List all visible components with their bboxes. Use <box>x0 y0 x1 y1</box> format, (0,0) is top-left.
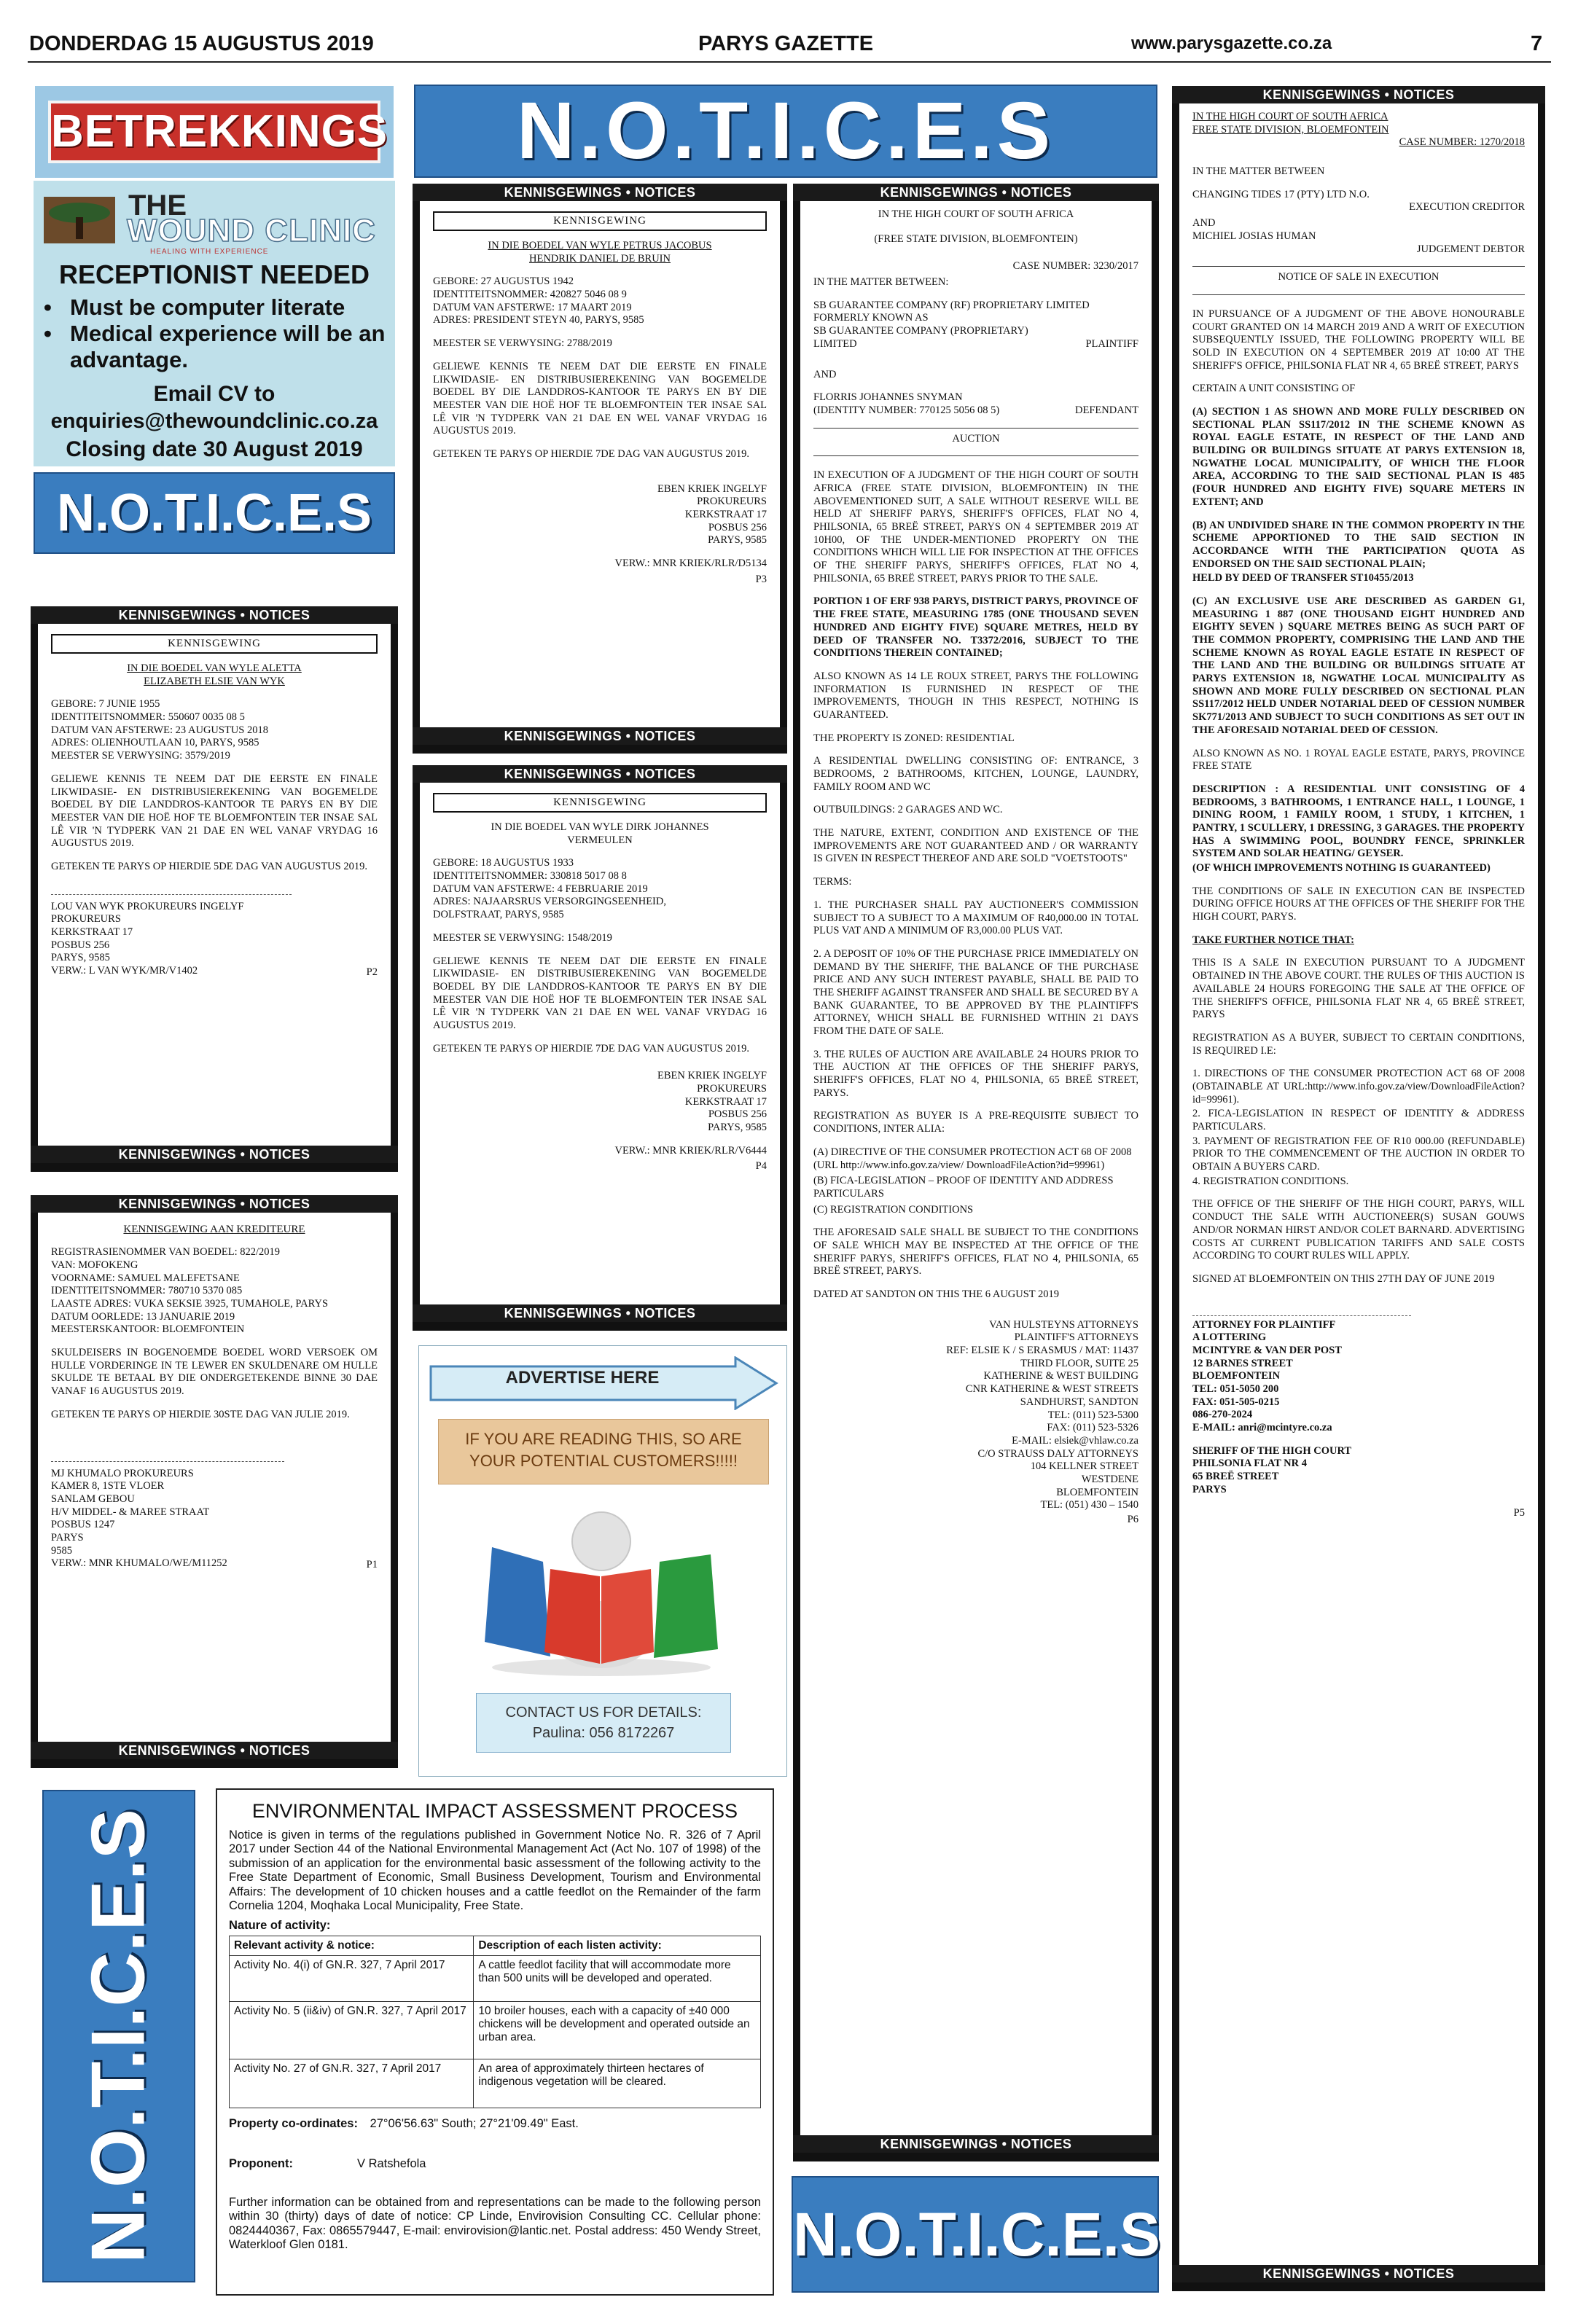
auction-term-3: 3. THE RULES OF AUCTION ARE AVAILABLE 24 HOURS PRIOR TO THE AUCTION AT THE OFFICES OF THE SHERIFF PARYS, SHERIFF'S OFFICES, FLAT NO 4, PHILSONIA, 65 BREË STREET, PARYS. <box>813 1048 1138 1099</box>
header-rule <box>28 61 1551 63</box>
notice-body: GELIEWE KENNIS TE NEEM DAT DIE EERSTE EN FINALE LIKWIDASIE- EN DISTRIBUSIEREKENING VAN BOGEMELDE BOEDEL BY DIE LANDDROS-KANTOOR TE PARYS EN BY DIE MEESTER VAN DIE HOË HOF TE BLOEMFONTEIN TER INSAE SAL LÊ VIR 'N TYDPERK VAN 21 DAE EN WEL VANAF VRYDAG 16 AUGUSTUS 2019. <box>51 772 378 850</box>
betrekkings-banner <box>35 86 394 178</box>
section-label-footer: KENNISGEWINGS • NOTICES <box>413 1304 787 1322</box>
notice-estate-de-bruin <box>413 184 787 754</box>
registration-item-4: 4. REGISTRATION CONDITIONS. <box>1192 1175 1349 1187</box>
auction-voetstoots: THE NATURE, EXTENT, CONDITION AND EXISTENCE OF THE IMPROVEMENTS ARE NOT GUARANTEED AND / OR WARRANTY IS GIVEN IN RESPECT THEREOF AND ARE SOLD "VOETSTOOTS" <box>813 827 1138 865</box>
and-label: AND <box>813 368 837 380</box>
registration-item-b: (B) FICA-LEGISLATION – PROOF OF IDENTITY AND ADDRESS PARTICULARS <box>813 1175 1114 1200</box>
header-website[interactable]: www.parysgazette.co.za <box>1131 34 1332 53</box>
notice-estate-vermeulen <box>413 765 787 1331</box>
clinic-tagline: HEALING WITH EXPERIENCE <box>150 248 269 256</box>
estate-details: GEBORE: 7 JUNIE 1955 IDENTITEITSNOMMER: 550607 0035 08 5 DATUM VAN AFSTERWE: 23 AUGUSTUS 2018 ADRES: OLIENHOUTLAAN 10, PARYS, 9585 MEESTER SE VERWYSING: 3579/2019 <box>51 698 268 762</box>
header-paper-name: PARYS GAZETTE <box>698 32 874 55</box>
sale-heading: NOTICE OF SALE IN EXECUTION <box>1278 271 1440 283</box>
section-label: KENNISGEWINGS • NOTICES <box>31 606 398 624</box>
section-label-footer: KENNISGEWINGS • NOTICES <box>413 727 787 745</box>
sale-section-a: (A) SECTION 1 AS SHOWN AND MORE FULLY DESCRIBED ON SECTIONAL PLAN SS117/2012 IN THE SCHEME KNOWN AS ROYAL EAGLE ESTATE, IN RESPECT OF THE LAND AND BUILDING OR BUILDINGS SITUATE AT PARYS EXTENSION 18, NGWATHE LOCAL MUNICIPALITY, OF WHICH THE FLOOR AREA, ACCORDING TO THE SAID SECTIONAL PLAN IS 485 (FOUR HUNDRED AND EIGHTY FIVE) SQUARE METERS IN EXTENT; AND <box>1192 406 1525 508</box>
clinic-name-wound-clinic: WOUND CLINIC <box>127 213 376 249</box>
receptionist-heading: RECEPTIONIST NEEDED <box>58 259 370 289</box>
registration-item-1: 1. DIRECTIONS OF THE CONSUMER PROTECTION ACT 68 OF 2008 (OBTAINABLE AT URL:http://www.info.gov.za/view/DownloadFileAction?id=99961). <box>1192 1068 1525 1106</box>
registration-item-c: (C) REGISTRATION CONDITIONS <box>813 1203 974 1216</box>
auction-term-1: 1. THE PURCHASER SHALL PAY AUCTIONEER'S COMMISSION SUBJECT TO A SUBJECT TO A MAXIMUM OF R40,000.00 IN TOTAL PLUS VAT AND A MINIMUM OF R3,000.00 PLUS VAT. <box>813 899 1138 937</box>
sale-paragraph-1: IN PURSUANCE OF A JUDGMENT OF THE ABOVE HONOURABLE COURT GRANTED ON 14 MARCH 2019 AND A WRIT OF EXECUTION SUBSEQUENTLY ISSUED, THE FOLLOWING PROPERTY WILL BE SOLD IN EXECUTION ON 4 SEPTEMBER 2019 AT 10:00 AT THE SHERIFF'S OFFICE, PHILSONIA FLAT NR 4, 65 BREË STREET, PARYS <box>1192 308 1525 372</box>
notice-code: P5 <box>1513 1506 1525 1519</box>
estate-details: REGISTRASIENOMMER VAN BOEDEL: 822/2019 VAN: MOFOKENG VOORNAME: SAMUEL MALEFETSANE IDENTITEITSNOMMER: 780710 5370 085 LAASTE ADRES: VUKA SEKSIE 3925, TUMAHOLE, PARYS DATUM OORLEDE: 13 JANUARIE 2019 MEESTERSKANTOOR: BLOEMFONTEIN <box>51 1246 329 1336</box>
signature-line <box>51 1461 284 1462</box>
and-label: AND <box>1192 217 1216 230</box>
auction-term-2: 2. A DEPOSIT OF 10% OF THE PURCHASE PRICE IMMEDIATELY ON DEMAND BY THE SHERIFF, THE BALANCE OF THE PURCHASE PRICE AND ANY SUCH INTEREST PAYABLE, SHALL BE PAID TO THE SHERIFF AGAINST TRANSFER AND SHALL BE SECURED BY A BANK GUARANTEE, TO BE APPROVED BY THE PLAINTIFF'S ATTORNEY, WHICH SHALL BE FURNISHED WITHIN 21 DAYS FROM THE DATE OF SALE. <box>813 947 1138 1037</box>
description-cell: An area of approximately thirteen hectares of indigenous vegetation will be cleared. <box>474 2059 761 2108</box>
auction-heading: AUCTION <box>952 432 1000 445</box>
advertise-heading: ADVERTISE HERE <box>505 1368 660 1388</box>
tree-logo-icon <box>44 197 115 243</box>
eia-notice <box>216 1788 774 2296</box>
notice-code: P3 <box>755 573 767 585</box>
notice-signed: GETEKEN TE PARYS OP HIERDIE 7DE DAG VAN AUGUSTUS 2019. <box>433 447 749 460</box>
notice-estate-van-wyk <box>31 606 398 1172</box>
notice-body: SKULDEISERS IN BOGENOEMDE BOEDEL WORD VERSOEK OM HULLE VORDERINGE IN TE LEWER EN SKULDENARE OM HULLE SKULDE TE BETAAL BY DIE ONDERGETEKENDE BINNE 30 DAE VANAF 16 AUGUSTUS 2019. <box>51 1347 378 1398</box>
section-label: KENNISGEWINGS • NOTICES <box>413 765 787 783</box>
master-reference: MEESTER SE VERWYSING: 1548/2019 <box>433 931 612 944</box>
description-cell: 10 broiler houses, each with a capacity of ±40 000 chickens will be development and operated outside an urban area. <box>474 2001 761 2059</box>
col-header-activity: Relevant activity & notice: <box>230 1936 474 1955</box>
attorney-block: LOU VAN WYK PROKUREURS INGELYF PROKUREURS KERKSTRAAT 17 POSBUS 256 PARYS, 9585 VERW.: L VAN WYK/MR/V1402 <box>51 900 244 977</box>
attorney-block: MJ KHUMALO PROKUREURS KAMER 8, 1STE VLOER SANLAM GEBOU H/V MIDDEL- & MAREE STRAAT POSBUS 1247 PARYS 9585 VERW.: MNR KHUMALO/WE/M11252 <box>51 1467 227 1570</box>
take-further-notice: TAKE FURTHER NOTICE THAT: <box>1192 934 1354 946</box>
section-label-footer: KENNISGEWINGS • NOTICES <box>31 1146 398 1163</box>
job-requirements: • Must be computer literate • Medical experience will be an advantage. <box>44 294 386 372</box>
closing-date: Closing date 30 August 2019 <box>66 437 363 461</box>
auction-outbuildings: OUTBUILDINGS: 2 GARAGES AND WC. <box>813 804 1003 816</box>
section-label: KENNISGEWINGS • NOTICES <box>413 184 787 201</box>
property-coordinates: Property co-ordinates: 27°06'56.63" South; 27°21'09.49" East. <box>229 2116 579 2130</box>
case-number: CASE NUMBER: 1270/2018 <box>1399 136 1525 149</box>
job-ad-wound-clinic[interactable] <box>34 181 395 466</box>
clinic-name-the: THE <box>128 189 187 222</box>
case-number: CASE NUMBER: 3230/2017 <box>1012 260 1138 273</box>
creditor-block: CHANGING TIDES 17 (PTY) LTD N.O. EXECUTION CREDITOR <box>1192 188 1525 214</box>
table-header-row <box>230 1936 761 1955</box>
reader-figure-illustration <box>463 1496 740 1678</box>
registration-item-a: (A) DIRECTIVE OF THE CONSUMER PROTECTION ACT 68 OF 2008 (URL http://www.info.gov.za/view/ DownloadFileAction?id=99961) <box>813 1146 1132 1171</box>
estate-name-line-2: HENDRIK DANIEL DE BRUIN <box>529 252 671 265</box>
auction-property-description: PORTION 1 OF ERF 938 PARYS, DISTRICT PARYS, PROVINCE OF THE FREE STATE, MEASURING 1785 (ONE THOUSAND SEVEN HUNDRED AND EIGHTY FIVE) SQUARE METRES, HELD BY DEED OF TRANSFER NO. T3372/2016, SUBJECT TO THE CONDITIONS THEREIN CONTAINED; <box>813 595 1138 660</box>
matter-between: IN THE MATTER BETWEEN: <box>813 276 949 289</box>
signature-line <box>51 894 292 895</box>
activity-cell: Activity No. 27 of GN.R. 327, 7 April 2017 <box>230 2059 474 2108</box>
section-label-footer: KENNISGEWINGS • NOTICES <box>31 1742 398 1759</box>
sale-also-known-as: ALSO KNOWN AS NO. 1 ROYAL EAGLE ESTATE, PARYS, PROVINCE FREE STATE <box>1192 747 1525 772</box>
master-reference: MEESTER SE VERWYSING: 2788/2019 <box>433 337 612 350</box>
plaintiff-block: SB GUARANTEE COMPANY (RF) PROPRIETARY LIMITED FORMERLY KNOWN AS SB GUARANTEE COMPANY (PROPRIETARY) LIMITED PLAINTIFF <box>813 299 1138 350</box>
registration-item-2: 2. FICA-LEGISLATION IN RESPECT OF IDENTITY & ADDRESS PARTICULARS. <box>1192 1108 1525 1132</box>
notice-signed: GETEKEN TE PARYS OP HIERDIE 7DE DAG VAN AUGUSTUS 2019. <box>433 1042 749 1055</box>
sale-held-by: HELD BY DEED OF TRANSFER ST10455/2013 <box>1192 572 1414 584</box>
notice-signed: GETEKEN TE PARYS OP HIERDIE 30STE DAG VAN JULIE 2019. <box>51 1408 350 1420</box>
auction-zoning: THE PROPERTY IS ZONED: RESIDENTIAL <box>813 732 1015 744</box>
requirement-2: Medical experience will be an advantage. <box>70 321 386 372</box>
header-page-number: 7 <box>1531 32 1543 55</box>
attorney-block: EBEN KRIEK INGELYF PROKUREURS KERKSTRAAT 17 POSBUS 256 PARYS, 9585 <box>657 482 767 547</box>
matter-between: IN THE MATTER BETWEEN <box>1192 165 1325 178</box>
notice-code: P4 <box>755 1160 767 1173</box>
estate-name-line-1: IN DIE BOEDEL VAN WYLE ALETTA <box>127 662 302 674</box>
advertise-here-ad[interactable] <box>418 1345 787 1777</box>
estate-details: GEBORE: 27 AUGUSTUS 1942 IDENTITEITSNOMMER: 420827 5046 08 9 DATUM VAN AFSTERWE: 17 MAART 2019 ADRES: PRESIDENT STEYN 40, PARYS, 9585 <box>433 275 644 326</box>
requirement-1: Must be computer literate <box>70 294 345 320</box>
auction-aforesaid: THE AFORESAID SALE SHALL BE SUBJECT TO THE CONDITIONS OF SALE WHICH MAY BE INSPECTED AT THE OFFICE OF THE SHERIFF PARYS, SHERIFF'S OFFICES, FLAT NO 4, PHILSONIA, 65 BREË STREET, PARYS. <box>813 1226 1138 1278</box>
attorney-block: VAN HULSTEYNS ATTORNEYS PLAINTIFF'S ATTORNEYS REF: ELSIE K / S ERASMUS / MAT: 11437 THIRD FLOOR, SUITE 25 KATHERINE & WEST BUILDING CNR KATHERINE & WEST STREETS SANDHURST, SANDTON TEL: (011) 523-5300 FAX: (011) 523-5326 E-MAIL: elsiek@vhlaw.co.za C/O STRAUSS DALY ATTORNEYS 104 KELLNER STREET WESTDENE BLOEMFONTEIN TEL: (051) 430 – 1540 <box>946 1318 1138 1511</box>
auction-dated: DATED AT SANDTON ON THIS THE 6 AUGUST 2019 <box>813 1288 1060 1300</box>
court-name: IN THE HIGH COURT OF SOUTH AFRICA <box>878 208 1074 220</box>
attorney-block: ATTORNEY FOR PLAINTIFF A LOTTERING MCINTYRE & VAN DER POST 12 BARNES STREET BLOEMFONTEIN TEL: 051-5050 200 FAX: 051-505-0215 086-270-2024 E-MAIL: anri@mcintyre.co.za <box>1192 1318 1342 1434</box>
table-row <box>230 2001 761 2059</box>
estate-name-line-2: ELIZABETH ELSIE VAN WYK <box>144 675 285 687</box>
eia-further-info: Further information can be obtained from and representations can be made to the following person within 30 (thirty) days of date of notice: CP Linde, Envirovision Consulting CC. Cellular phone: 0824440367, Fax: 0865579447, E-mail: envirovision@lantic.net. Postal address: 450 Wendy Street, Waterkloof Glen 0181. <box>229 2195 761 2252</box>
notices-banner-col3: N.O.T.I.C.E.S <box>792 2176 1159 2293</box>
notice-code: P1 <box>366 1559 378 1571</box>
estate-details: GEBORE: 18 AUGUSTUS 1933 IDENTITEITSNOMMER: 330818 5017 08 8 DATUM VAN AFSTERWE: 4 FEBRUARIE 2019 ADRES: NAJAARSRUS VERSORGINGSEENHEID, DOLFSTRAAT, PARYS, 9585 <box>433 857 666 921</box>
estate-name-line-1: IN DIE BOEDEL VAN WYLE DIRK JOHANNES <box>491 821 709 833</box>
table-row <box>230 1955 761 2001</box>
sale-registration: REGISTRATION AS A BUYER, SUBJECT TO CERTAIN CONDITIONS, IS REQUIRED I.E: <box>1192 1031 1525 1057</box>
attorney-reference: VERW.: MNR KRIEK/RLR/V6444 <box>614 1144 767 1157</box>
section-label: KENNISGEWINGS • NOTICES <box>31 1195 398 1213</box>
notice-box-title: KENNISGEWING <box>433 211 767 231</box>
col-header-description: Description of each listen activity: <box>474 1936 761 1955</box>
notices-banner-vertical: N.O.T.I.C.E.S <box>42 1790 195 2282</box>
contact-phone[interactable]: Paulina: 056 8172267 <box>532 1725 675 1741</box>
notice-auction-snyman <box>793 184 1159 2161</box>
notice-title: KENNISGEWING AAN KREDITEURE <box>123 1224 305 1235</box>
sale-description: DESCRIPTION : A RESIDENTIAL UNIT CONSISTING OF 4 BEDROOMS, 3 BATHROOMS, 1 ENTRANCE HALL, 1 LOUNGE, 1 DINING ROOM, 1 FAMILY ROOM, 1 STUDY, 1 KITCHEN, 1 PANTRY, 1 SCULLERY, 1 DRESSING, 3 GARAGES. THE PROPERTY HAS A SWIMMING POOL, BOUNDRY FENCE, SPRINKLER SYSTEM AND SOLAR HEATING/ GEYSER. <box>1192 783 1525 860</box>
contact-label: CONTACT US FOR DETAILS: <box>505 1705 702 1721</box>
sale-not-guaranteed: (OF WHICH IMPROVEMENTS NOTHING IS GUARANTEED) <box>1192 862 1491 874</box>
section-label: KENNISGEWINGS • NOTICES <box>793 184 1159 201</box>
auction-also-known-as: ALSO KNOWN AS 14 LE ROUX STREET, PARYS THE FOLLOWING INFORMATION IS FURNISHED IN RESPECT OF THE IMPROVEMENTS, THOUGH IN THIS RESPECT, NOTHING IS GUARANTEED. <box>813 670 1138 721</box>
advertise-contact <box>476 1693 731 1753</box>
sheriff-block: SHERIFF OF THE HIGH COURT PHILSONIA FLAT NR 4 65 BREË STREET PARYS <box>1192 1444 1352 1495</box>
eia-activity-table <box>229 1936 761 2108</box>
betrekkings-title: BETREKKINGS <box>48 101 380 163</box>
notice-signed: GETEKEN TE PARYS OP HIERDIE 5DE DAG VAN AUGUSTUS 2019. <box>51 860 367 872</box>
section-label: KENNISGEWINGS • NOTICES <box>1172 86 1545 103</box>
notice-box-title: KENNISGEWING <box>433 793 767 813</box>
notices-banner-col1: N.O.T.I.C.E.S <box>34 472 395 554</box>
description-cell: A cattle feedlot facility that will accommodate more than 500 units will be developed and operated. <box>474 1955 761 2001</box>
notice-sale-human <box>1172 86 1545 2291</box>
auction-paragraph-1: IN EXECUTION OF A JUDGMENT OF THE HIGH COURT OF SOUTH AFRICA (FREE STATE DIVISION, BLOEMFONTEIN) IN THE ABOVEMENTIONED SUIT, A SALE WITHOUT RESERVE WILL BE HELD AT SHERIFF PARYS, SHERIFF'S OFFICES, FLAT NO 4, PHILSONIA, 65 BREË STREET, PARYS ON 4 SEPTEMBER 2019 AT 10H00, OF THE UNDER-MENTIONED PROPERTY ON THE CONDITIONS WHICH WILL LIE FOR INSPECTION AT THE OFFICES OF THE SHERIFF PARYS, SHERIFF'S OFFICES, FLAT NO 4, PHILSONIA, 65 BREË STREET, PARYS PRIOR TO THE SALE. <box>813 469 1138 584</box>
debtor-block: MICHIEL JOSIAS HUMAN JUDGEMENT DEBTOR <box>1192 230 1525 255</box>
header-date: DONDERDAG 15 AUGUSTUS 2019 <box>29 32 374 55</box>
nature-of-activity-label: Nature of activity: <box>229 1918 331 1932</box>
attorney-reference: VERW.: MNR KRIEK/RLR/D5134 <box>614 557 767 570</box>
sale-this-is: THIS IS A SALE IN EXECUTION PURSUANT TO A JUDGMENT OBTAINED IN THE ABOVE COURT. THE RULES OF THIS AUCTION IS AVAILABLE 24 HOURS FOREGOING THE SALE AT THE OFFICE OF THE SHERIFF'S OFFICE, PHILSONIA FLAT NR 4, 65 BREË STREET, PARYS <box>1192 957 1525 1021</box>
section-label-footer: KENNISGEWINGS • NOTICES <box>793 2135 1159 2153</box>
defendant-block: FLORRIS JOHANNES SNYMAN (IDENTITY NUMBER: 770125 5056 08 5) DEFENDANT <box>813 391 1138 416</box>
advertise-tagline: IF YOU ARE READING THIS, SO ARE YOUR POTENTIAL CUSTOMERS!!!!! <box>438 1419 769 1484</box>
court-name: IN THE HIGH COURT OF SOUTH AFRICA <box>1192 111 1388 122</box>
eia-title: ENVIRONMENTAL IMPACT ASSESSMENT PROCESS <box>251 1800 738 1822</box>
signature-line <box>1192 1315 1411 1316</box>
sale-signed: SIGNED AT BLOEMFONTEIN ON THIS 27TH DAY OF JUNE 2019 <box>1192 1272 1495 1285</box>
auction-registration: REGISTRATION AS BUYER IS A PRE-REQUISITE SUBJECT TO CONDITIONS, INTER ALIA: <box>813 1110 1138 1135</box>
sale-section-c: (C) AN EXCLUSIVE USE ARE DESCRIBED AS GARDEN G1, MEASURING 1 887 (ONE THOUSAND EIGHT HUNDRED AND EIGHTY SEVEN ) SQUARE METRES BEING AS SUCH PART OF THE COMMON PROPERTY, COMPRISING THE LAND AND THE SCHEME KNOWN AS ROYAL EAGLE ESTATE IN RESPECT OF THE LAND AND THE BUILDING OR BUILDINGS SITUATE AT PARYS EXTENSION 18, NGWATHE LOCAL MUNICIPALITY AS SHOWN AND MORE FULLY DESCRIBED ON SECTIONAL PLAN SS117/2012 HELD UNDER NOTARIAL DEED OF CESSION NUMBER SK771/2013 AND SUBJECT TO SUCH CONDITIONS AS SET OUT IN THE AFORESAID NOTARIAL DEED OF CESSION. <box>1192 595 1525 736</box>
auction-dwelling: A RESIDENTIAL DWELLING CONSISTING OF: ENTRANCE, 3 BEDROOMS, 2 BATHROOMS, KITCHEN, LOUNGE, LAUNDRY, FAMILY ROOM AND WC <box>813 755 1138 793</box>
email-address[interactable]: enquiries@thewoundclinic.co.za <box>50 410 378 433</box>
notice-body: GELIEWE KENNIS TE NEEM DAT DIE EERSTE EN FINALE LIKWIDASIE- EN DISTRIBUSIEREKENING VAN BOGEMELDE BOEDEL BY DIE LANDDROS-KANTOOR TE PARYS EN BY DIE MEESTER VAN DIE HOË HOF TE BLOEMFONTEIN TER INSAE SAL LÊ VIR 'N TYDPERK VAN 21 DAE EN WEL VANAF VRYDAG 16 AUGUSTUS 2019. <box>433 360 767 437</box>
sale-conditions: THE CONDITIONS OF SALE IN EXECUTION CAN BE INSPECTED DURING OFFICE HOURS AT THE OFFICES OF THE SHERIFF FOR THE HIGH COURT, PARYS. <box>1192 885 1525 923</box>
notices-banner-main: N.O.T.I.C.E.S <box>414 85 1157 178</box>
sale-section-b: (B) AN UNDIVIDED SHARE IN THE COMMON PROPERTY IN THE SCHEME APPORTIONED TO THE SAID SECTION IN ACCORDANCE WITH THE PARTICIPATION QUOTA AS ENDORSED ON THE SAID SECTIONAL PLAIN; <box>1192 519 1525 570</box>
attorney-block: EBEN KRIEK INGELYF PROKUREURS KERKSTRAAT 17 POSBUS 256 PARYS, 9585 <box>657 1070 767 1134</box>
activity-cell: Activity No. 5 (ii&iv) of GN.R. 327, 7 April 2017 <box>230 2001 474 2059</box>
registration-item-3: 3. PAYMENT OF REGISTRATION FEE OF R10 000.00 (REFUNDABLE) PRIOR TO THE COMMENCEMENT OF THE AUCTION IN ORDER TO OBTAIN A BUYERS CARD. <box>1192 1135 1525 1173</box>
sale-office: THE OFFICE OF THE SHERIFF OF THE HIGH COURT, PARYS, WILL CONDUCT THE SALE WITH AUCTIONEER(S) SUSAN GOUWS AND/OR NORMAN HIRST AND/OR COLET BARNARD. ADVERTISING COSTS AT CURRENT PUBLICATION TARIFFS AND SALE COSTS ACCORDING TO COURT RULES WILL APPLY. <box>1192 1198 1525 1262</box>
estate-name-line-2: VERMEULEN <box>567 834 633 846</box>
notice-box-title: KENNISGEWING <box>51 634 378 654</box>
court-division: (FREE STATE DIVISION, BLOEMFONTEIN) <box>874 232 1078 245</box>
proponent: Proponent: V Ratshefola <box>229 2156 426 2170</box>
court-division: FREE STATE DIVISION, BLOEMFONTEIN <box>1192 123 1389 136</box>
table-row <box>230 2059 761 2108</box>
email-label: Email CV to <box>153 382 276 406</box>
auction-terms-label: TERMS: <box>813 876 852 888</box>
notice-code: P6 <box>1127 1514 1138 1525</box>
notice-creditors-mofokeng <box>31 1195 398 1768</box>
activity-cell: Activity No. 4(i) of GN.R. 327, 7 April 2017 <box>230 1955 474 2001</box>
eia-intro: Notice is given in terms of the regulations published in Government Notice No. R. 326 of 7 April 2017 under Section 44 of the National Environmental Management Act (Act No. 107 of 1998) of the submission of an application for the environmental basic assessment of the following activity to the Free State Department of Economic, Small Business Development, Tourism and Environmental Affairs: The development of 10 chicken houses and a cattle feedlot on the Remainder of the farm Cornelia 1204, Moqhaka Local Municipality, Free State. <box>229 1828 761 1913</box>
section-label-footer: KENNISGEWINGS • NOTICES <box>1172 2265 1545 2282</box>
estate-name-line-1: IN DIE BOEDEL VAN WYLE PETRUS JACOBUS <box>488 240 712 251</box>
sale-certain: CERTAIN A UNIT CONSISTING OF <box>1192 383 1356 395</box>
notice-code: P2 <box>366 966 378 978</box>
notice-body: GELIEWE KENNIS TE NEEM DAT DIE EERSTE EN FINALE LIKWIDASIE- EN DISTRIBUSIEREKENING VAN BOGEMELDE BOEDEL BY DIE LANDDROS-KANTOOR TE PARYS EN BY DIE MEESTER VAN DIE HOË HOF TE BLOEMFONTEIN TER INSAE SAL LÊ VIR 'N TYDPERK VAN 21 DAE EN WEL VANAF VRYDAG 16 AUGUSTUS 2019. <box>433 955 767 1031</box>
